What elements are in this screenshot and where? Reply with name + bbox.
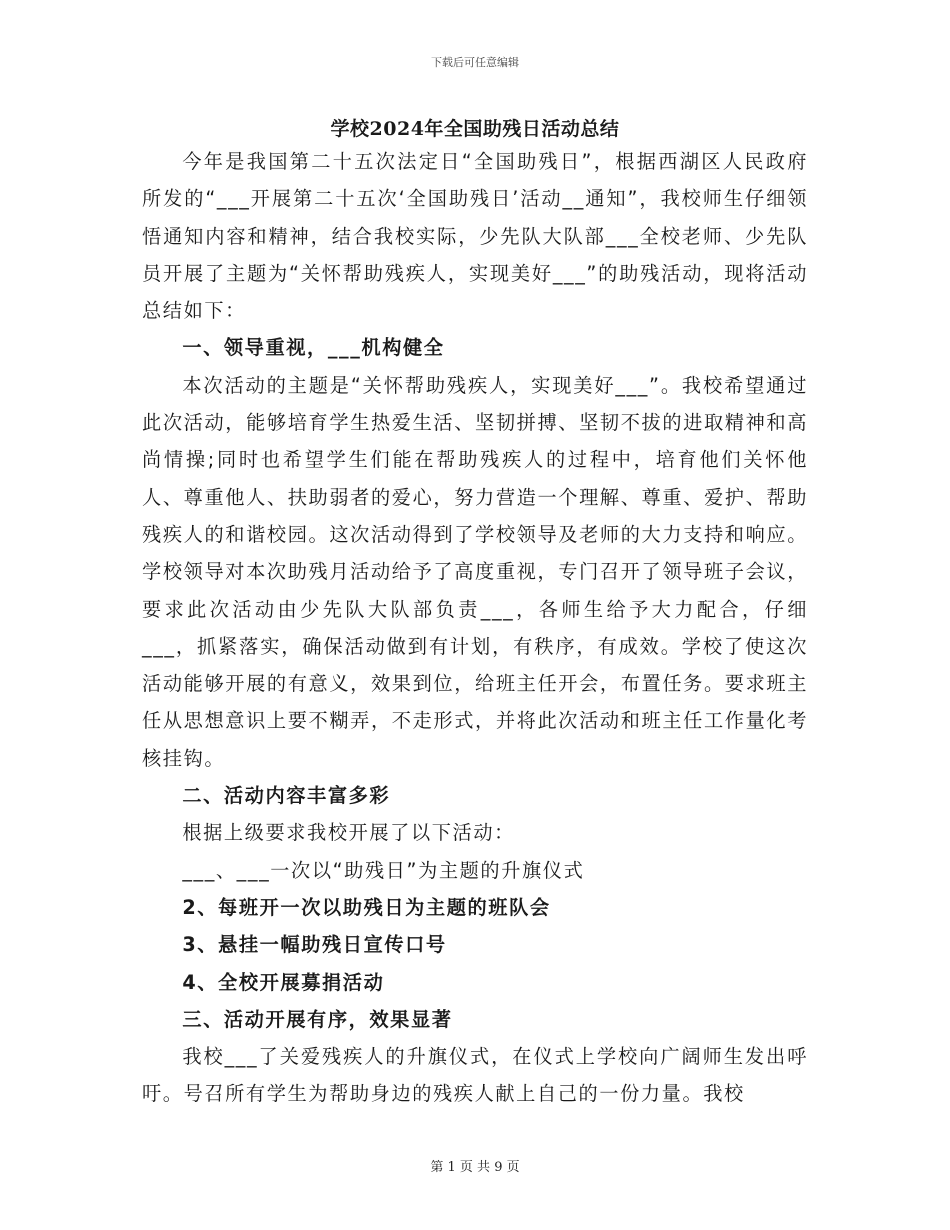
document-body bbox=[142, 143, 808, 1113]
activity-item: 2、每班开一次以助残日为主题的班队会 bbox=[182, 895, 551, 919]
section-2-heading: 二、活动内容丰富多彩 bbox=[182, 784, 391, 808]
section-1-paragraph: 本次活动的主题是“关怀帮助残疾人，实现美好___”。我校希望通过此次活动，能够培育学生热爱生活、坚韧拼搏、坚韧不拔的进取精神和高尚情操;同时也希望学生们能在帮助残疾人的过程中，培育他们关怀他人、尊重他人、扶助弱者的爱心，努力营造一个理解、尊重、爱护、帮助残疾人的和谐校园。这次活动得到了学校领导及老师的大力支持和响应。学校领导对本次助残月活动给予了高度重视，专门召开了领导班子会议，要求此次活动由少先队大队部负责___，各师生给予大力配合，仔细___，抓紧落实，确保活动做到有计划，有秩序，有成效。学校了使这次活动能够开展的有意义，效果到位，给班主任开会，布置任务。要求班主任从思想意识上要不糊弄，不走形式，并将此次活动和班主任工作量化考核挂钩。 bbox=[142, 373, 808, 770]
document-title: 学校2024年全国助残日活动总结 bbox=[330, 118, 620, 140]
page-number: 第 1 页 共 9 页 bbox=[430, 1160, 520, 1175]
page-header-note: 下载后可任意编辑 bbox=[431, 56, 519, 69]
activity-item: 3、悬挂一幅助残日宣传口号 bbox=[182, 933, 447, 957]
section-2-lead: 根据上级要求我校开展了以下活动： bbox=[182, 821, 515, 845]
section-3-heading: 三、活动开展有序，效果显著 bbox=[182, 1007, 453, 1031]
section-1-heading: 一、领导重视，___机构健全 bbox=[182, 336, 445, 360]
section-3-paragraph: 我校___了关爱残疾人的升旗仪式，在仪式上学校向广阔师生发出呼吁。号召所有学生为帮助身边的残疾人献上自己的一份力量。我校 bbox=[142, 1045, 808, 1106]
intro-paragraph: 今年是我国第二十五次法定日“全国助残日”，根据西湖区人民政府所发的“___开展第二十五次‘全国助残日’活动__通知”，我校师生仔细领悟通知内容和精神，结合我校实际，少先队大队部___全校老师、少先队员开展了主题为“关怀帮助残疾人，实现美好___”的助残活动，现将活动总结如下： bbox=[142, 150, 808, 323]
activity-item: 4、全校开展募捐活动 bbox=[182, 970, 385, 994]
activity-item: ___、___一次以“助残日”为主题的升旗仪式 bbox=[182, 858, 585, 882]
